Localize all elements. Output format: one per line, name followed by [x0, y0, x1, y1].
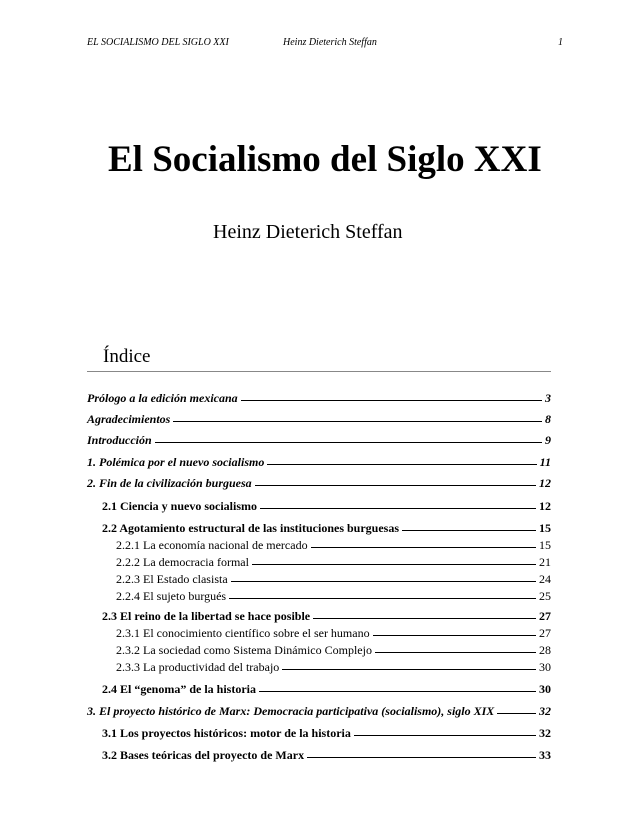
running-header-title: EL SOCIALISMO DEL SIGLO XXI	[87, 37, 229, 48]
toc-entry[interactable]: 2.3.1 El conocimiento científico sobre el ser humano 27	[116, 626, 551, 640]
toc-entry[interactable]: 2.2 Agotamiento estructural de las instituciones burguesas 15	[102, 521, 551, 535]
toc-entry[interactable]: 2. Fin de la civilización burguesa 12	[87, 476, 551, 490]
toc-entry[interactable]: 2.3 El reino de la libertad se hace posible 27	[102, 609, 551, 623]
toc-entry[interactable]: 2.3.2 La sociedad como Sistema Dinámico Complejo 28	[116, 643, 551, 657]
toc-entry[interactable]: 2.2.2 La democracia formal 21	[116, 555, 551, 569]
toc-entry[interactable]: 2.3.3 La productividad del trabajo 30	[116, 660, 551, 674]
document-title: El Socialismo del Siglo XXI	[108, 139, 542, 180]
page-number: 1	[558, 37, 563, 48]
document-author: Heinz Dieterich Steffan	[213, 221, 403, 243]
toc-entry[interactable]: Prólogo a la edición mexicana 3	[87, 391, 551, 405]
toc-entry[interactable]: 2.2.1 La economía nacional de mercado 15	[116, 538, 551, 552]
toc-entry[interactable]: 2.2.3 El Estado clasista 24	[116, 572, 551, 586]
toc-entry[interactable]: 3.2 Bases teóricas del proyecto de Marx 33	[102, 748, 551, 762]
toc-entry[interactable]: 3.1 Los proyectos históricos: motor de la historia 32	[102, 726, 551, 740]
toc-entry[interactable]: Agradecimientos 8	[87, 412, 551, 426]
toc-entry[interactable]: 2.1 Ciencia y nuevo socialismo 12	[102, 499, 551, 513]
toc-entry[interactable]: 2.2.4 El sujeto burgués 25	[116, 589, 551, 603]
running-header-author: Heinz Dieterich Steffan	[283, 37, 377, 48]
toc-entry[interactable]: 1. Polémica por el nuevo socialismo 11	[87, 455, 551, 469]
toc-entry[interactable]: 3. El proyecto histórico de Marx: Democracia participativa (socialismo), siglo XIX 32	[87, 704, 551, 718]
index-heading: Índice	[103, 346, 151, 367]
toc-entry[interactable]: Introducción 9	[87, 433, 551, 447]
index-divider	[87, 371, 551, 372]
toc-entry[interactable]: 2.4 El “genoma” de la historia 30	[102, 682, 551, 696]
